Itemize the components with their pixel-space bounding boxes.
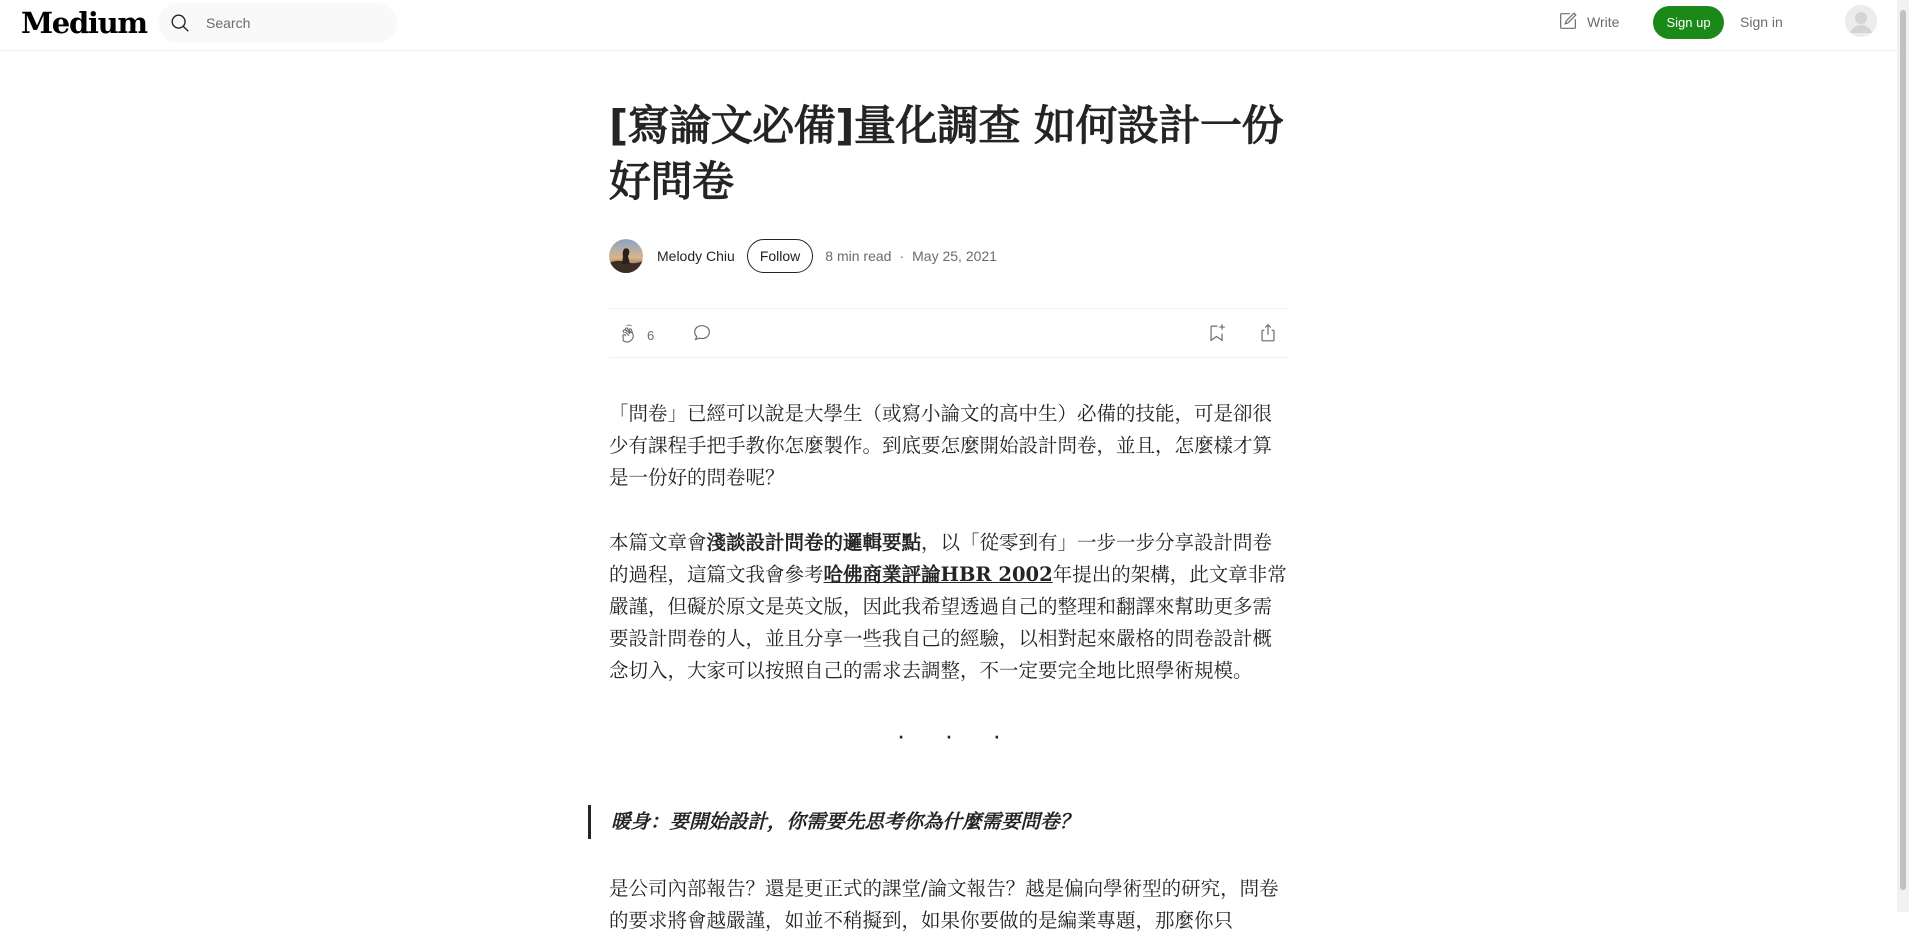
clap-button[interactable]	[619, 322, 654, 349]
clap-count: 6	[647, 328, 655, 343]
section-separator: · · ·	[896, 720, 1018, 750]
read-time: 8 min read	[825, 248, 892, 264]
article-action-bar	[609, 308, 1289, 358]
paragraph-body: 是公司內部報告？還是更正式的課堂/論文報告？越是偏向學術型的研究，問卷的要求將會越嚴謹，如並不稍擬到，如果你要做的是編業專題，那麼你只	[609, 877, 1279, 932]
paragraph-text: 本篇文章會	[609, 531, 707, 554]
search-icon	[169, 12, 191, 34]
paragraph-intro: 「問卷」已經可以說是大學生（或寫小論文的高中生）必備的技能，可是卻很少有課程手把手教你怎麼製作。到底要怎麼開始設計問卷，並且，怎麼樣才算是一份好的問卷呢？	[609, 402, 1273, 489]
paragraph-overview	[609, 527, 1289, 687]
search-box[interactable]	[158, 3, 397, 43]
response-icon	[691, 331, 713, 348]
signin-link[interactable]: Sign in	[1740, 14, 1783, 30]
bold-phrase: 淺談設計問卷的邏輯要點	[706, 531, 922, 554]
share-icon	[1257, 331, 1279, 348]
signup-button[interactable]: Sign up	[1653, 6, 1724, 39]
bookmark-icon	[1206, 331, 1228, 348]
publish-date: May 25, 2021	[912, 248, 997, 264]
hbr-link[interactable]: 哈佛商業評論HBR 2002	[823, 563, 1053, 586]
author-avatar[interactable]	[609, 239, 643, 273]
paragraph-text: ，以「從零到有」一步一步分享設計問卷的過程，這篇文我會參考	[609, 531, 1273, 586]
medium-logo[interactable]: Medium	[21, 6, 147, 40]
share-button[interactable]	[1257, 322, 1279, 349]
response-button[interactable]	[691, 322, 713, 349]
byline	[609, 238, 1289, 274]
top-nav-bar	[0, 0, 1909, 51]
write-label: Write	[1587, 14, 1620, 30]
paragraph-text: 年提出的架構，此文章非常嚴謹，但礙於原文是英文版，因此我希望透過自己的整理和翻譯來幫助更多需要設計問卷的人，並且分享一些我自己的經驗，以相對起來嚴格的問卷設計概念切入，大家可以按照自己的需求去調整，不一定要完全地比照學術規模。	[609, 563, 1287, 682]
user-avatar[interactable]	[1845, 5, 1877, 37]
article-title: [寫論文必備]量化調查 如何設計一份好問卷	[609, 101, 1284, 206]
search-input[interactable]	[204, 11, 384, 35]
author-name[interactable]: Melody Chiu	[657, 248, 735, 264]
byline-separator: ·	[899, 248, 905, 264]
scrollbar-thumb[interactable]	[1900, 10, 1906, 890]
follow-button[interactable]: Follow	[747, 239, 813, 273]
write-icon	[1557, 10, 1587, 35]
section-heading-quote: 暖身：要開始設計，你需要先思考你為什麼需要問卷？	[588, 805, 1288, 839]
clap-icon	[619, 322, 641, 349]
save-button[interactable]	[1206, 322, 1228, 349]
page-scrollbar[interactable]	[1897, 0, 1909, 912]
write-button[interactable]	[1557, 9, 1619, 35]
